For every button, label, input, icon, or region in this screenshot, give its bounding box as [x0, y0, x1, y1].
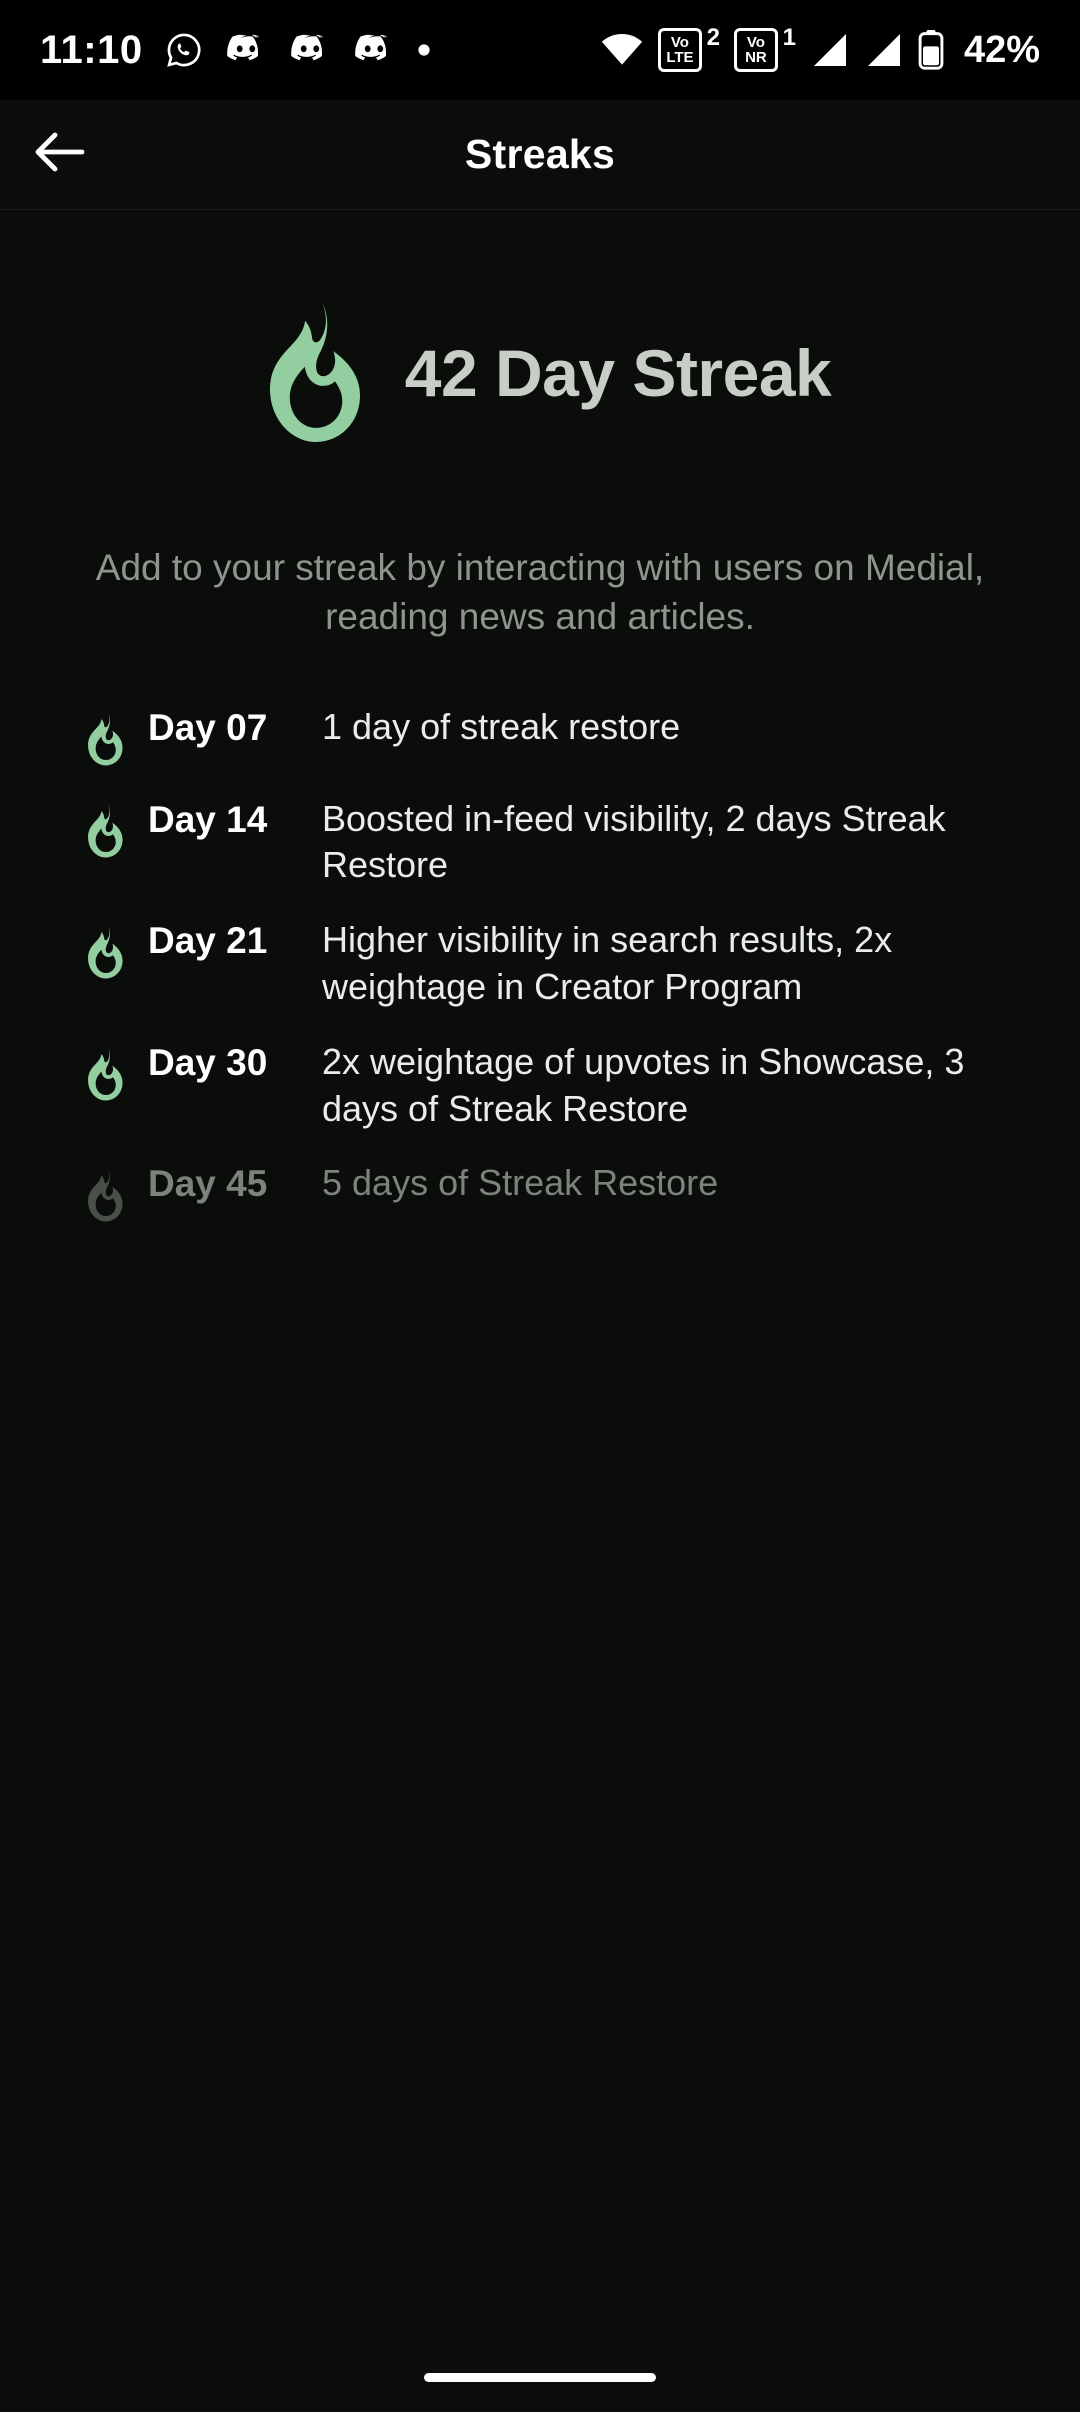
page-title: Streaks [464, 131, 616, 177]
list-item [80, 1160, 1000, 1224]
sim1-vo-label: Vo [670, 34, 689, 51]
sim-indicator-1 [658, 24, 720, 72]
streak-title: 42 Day Streak [404, 336, 832, 410]
status-time: 11:10 [40, 27, 143, 72]
streak-subtitle: Add to your streak by interacting with users on Medial, reading news and articles. [95, 547, 985, 637]
sim1-net-label: LTE [666, 49, 694, 66]
signal-icon [810, 32, 850, 68]
list-item [80, 796, 1000, 890]
status-bar-right [600, 24, 1040, 72]
streak-tier-list [0, 704, 1080, 1225]
list-item [80, 704, 1000, 768]
battery-icon [918, 30, 944, 70]
discord-icon [225, 33, 267, 67]
status-bar-left [40, 28, 431, 73]
app-bar [0, 100, 1080, 210]
flame-icon [80, 1166, 126, 1224]
list-item [80, 917, 1000, 1011]
battery-percent: 42% [963, 28, 1040, 71]
tier-description: Boosted in-feed visibility, 2 days Streak Restore [322, 797, 946, 886]
discord-icon [353, 33, 395, 67]
wifi-icon [600, 33, 644, 67]
arrow-left-icon [34, 130, 86, 179]
sim2-net-label: NR [745, 49, 767, 66]
tier-description: 1 day of streak restore [322, 705, 681, 747]
flame-icon [80, 802, 126, 860]
tier-day-label: Day 45 [148, 1163, 268, 1205]
streaks-content [0, 210, 1080, 2412]
flame-icon [80, 710, 126, 768]
tier-day-label: Day 30 [148, 1041, 268, 1083]
discord-icon [289, 33, 331, 67]
tier-day-label: Day 21 [148, 920, 268, 962]
tier-description: Higher visibility in search results, 2x weightage in Creator Program [322, 919, 893, 1008]
sim2-number: 1 [782, 24, 796, 51]
flame-icon [80, 1045, 126, 1103]
signal-icon [864, 32, 904, 68]
flame-icon [80, 923, 126, 981]
list-item [80, 1039, 1000, 1133]
streak-hero [0, 210, 1080, 448]
tier-day-label: Day 07 [148, 706, 268, 748]
back-button[interactable] [0, 100, 120, 210]
whatsapp-icon [165, 31, 203, 69]
flame-icon [249, 298, 369, 448]
dot-icon [417, 43, 431, 57]
home-indicator[interactable] [424, 2373, 656, 2382]
sim1-number: 2 [706, 24, 720, 51]
sim2-vo-label: Vo [746, 34, 765, 51]
tier-description: 2x weightage of upvotes in Showcase, 3 days of Streak Restore [322, 1040, 965, 1129]
status-bar [0, 0, 1080, 100]
tier-description: 5 days of Streak Restore [322, 1162, 719, 1204]
sim-indicator-2 [734, 24, 796, 72]
tier-day-label: Day 14 [148, 798, 268, 840]
